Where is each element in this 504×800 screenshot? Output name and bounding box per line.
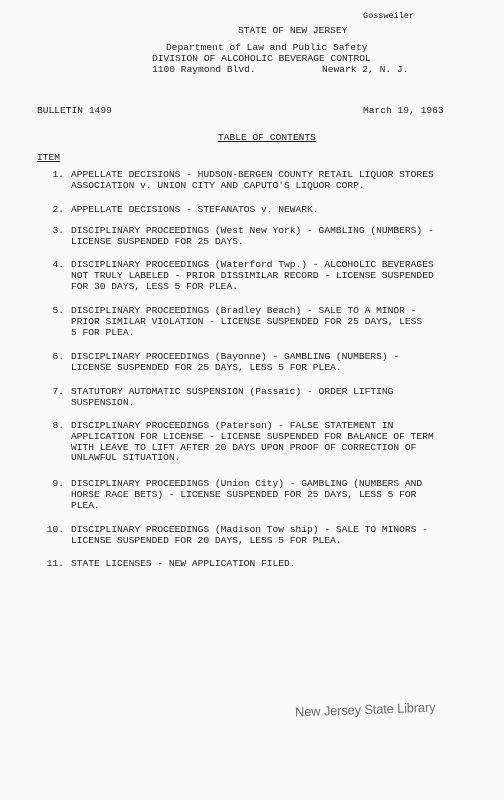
item-text: STATUTORY AUTOMATIC SUSPENSION (Passaic) - ORDER LIFTING SUSPENSION. [71, 386, 394, 408]
bulletin-number: BULLETIN 1499 [37, 105, 112, 116]
item-number: 2. [52, 204, 64, 215]
header-department: Department of Law and Public Safety [166, 42, 368, 53]
item-number: 9. [52, 478, 64, 489]
item-text: DISCIPLINARY PROCEEDINGS (West New York) - GAMBLING (NUMBERS) - LICENSE SUSPENDED FOR 25 DAYS. [71, 225, 434, 247]
item-text: APPELLATE DECISIONS - STEFANATOS v. NEWARK. [71, 204, 319, 215]
item-number: 8. [52, 420, 64, 431]
item-number: 11. [46, 558, 64, 569]
item-number: 1. [52, 169, 64, 180]
item-text: DISCIPLINARY PROCEEDINGS (Madison Tow ship) - SALE TO MINORS - LICENSE SUSPENDED FOR 20 DAYS, LESS 5 FOR PLEA. [71, 524, 428, 546]
item-number: 3. [52, 225, 64, 236]
item-number: 7. [52, 386, 64, 397]
handwritten-annotation: Gossweiler [363, 11, 415, 21]
item-number: 4. [52, 259, 64, 270]
toc-title: TABLE OF CONTENTS [218, 132, 316, 143]
library-stamp: New Jersey State Library [294, 699, 436, 720]
item-text: DISCIPLINARY PROCEEDINGS (Bayonne) - GAMBLING (NUMBERS) - LICENSE SUSPENDED FOR 25 DAYS, LESS 5 FOR PLEA. [71, 351, 400, 373]
item-text: DISCIPLINARY PROCEEDINGS (Union City) - GAMBLING (NUMBERS AND HORSE RACE BETS) - LICENSE SUSPENDED FOR 25 DAYS, LESS 5 FOR PLEA. [71, 478, 423, 511]
item-text: DISCIPLINARY PROCEEDINGS (Bradley Beach) - SALE TO A MINOR - PRIOR SIMILAR VIOLATION - LICENSE SUSPENDED FOR 25 DAYS, LESS 5 FOR PLEA. [71, 305, 423, 338]
item-text: DISCIPLINARY PROCEEDINGS (Waterford Twp.) - ALCOHOLIC BEVERAGES NOT TRULY LABELED - PRIOR DISSIMILAR RECORD - LICENSE SUSPENDED FOR 30 DAYS, LESS 5 FOR PLEA. [71, 259, 434, 292]
header-address: 1100 Raymond Blvd. [152, 64, 256, 75]
item-column-header: ITEM [37, 152, 61, 163]
item-number: 6. [52, 351, 64, 362]
item-text: STATE LICENSES - NEW APPLICATION FILED. [71, 558, 296, 569]
item-text: DISCIPLINARY PROCEEDINGS (Paterson) - FALSE STATEMENT IN APPLICATION FOR LICENSE - LICENSE SUSPENDED FOR BALANCE OF TERM WITH LEAVE TO LIFT AFTER 20 DAYS UPON PROOF OF CORRECTION OF UNLAWFUL SITUATION. [71, 420, 434, 464]
header-division: DIVISION OF ALCOHOLIC BEVERAGE CONTROL [152, 53, 371, 64]
item-text: APPELLATE DECISIONS - HUDSON-BERGEN COUNTY RETAIL LIQUOR STORES ASSOCIATION v. UNION CITY AND CAPUTO'S LIQUOR CORP. [71, 169, 434, 191]
item-number: 10. [46, 524, 64, 535]
item-number: 5. [52, 305, 64, 316]
header-city: Newark 2, N. J. [322, 64, 409, 75]
bulletin-date: March 19, 1963 [363, 105, 444, 116]
header-state: STATE OF NEW JERSEY [238, 25, 348, 36]
